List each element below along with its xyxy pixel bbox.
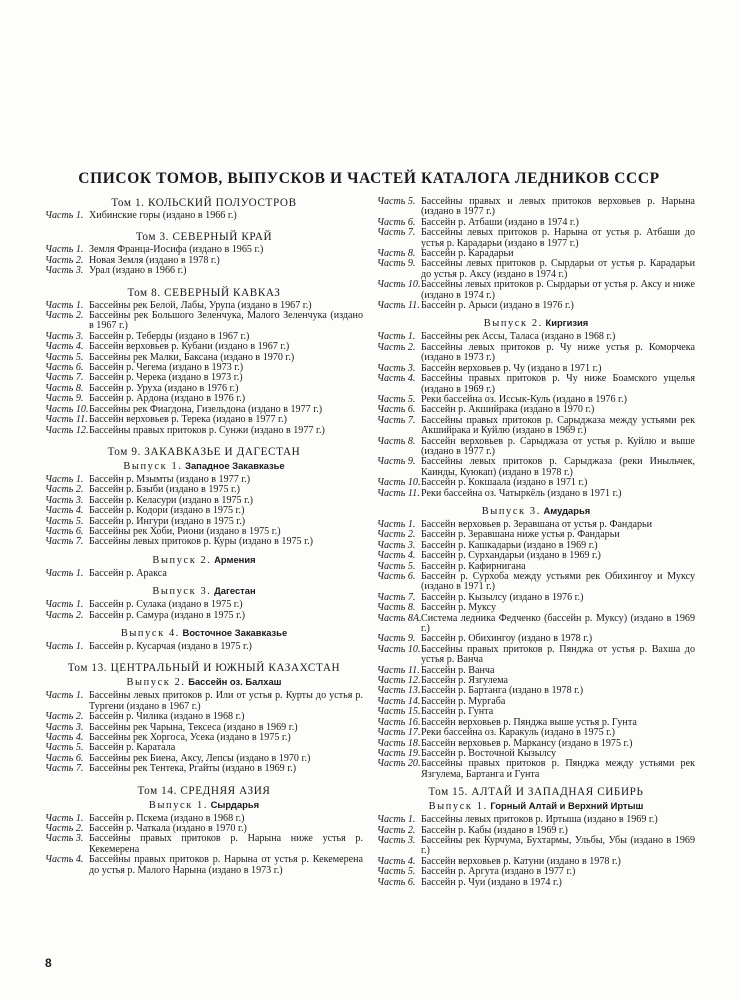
list-item <box>377 343 695 364</box>
part-number: Часть 12. <box>377 675 421 687</box>
part-number: Часть 2. <box>377 824 416 836</box>
part-description: Бассейны рек Чарына, Тексеса (издано в 1969 г.) <box>89 721 298 733</box>
list-item <box>377 645 695 666</box>
part-number: Часть 5. <box>45 742 84 754</box>
part-description: Бассейн р. Кокшаала (издано в 1971 г.) <box>421 477 588 489</box>
part-description: Бассейны правых притоков р. Нарына ниже устья р. Кекемерена <box>89 833 363 855</box>
part-number: Часть 2. <box>45 310 84 322</box>
part-description: Хибинские горы (издано в 1966 г.) <box>89 210 237 221</box>
list-item <box>377 572 695 593</box>
part-description: Бассейн верховьев р. Катуни (издано в 1978 г.) <box>421 855 621 867</box>
part-number: Часть 16. <box>377 716 421 728</box>
issue-label: Выпуск 2. <box>483 318 543 330</box>
part-number: Часть 4. <box>377 855 416 867</box>
part-number: Часть 1. <box>45 473 84 485</box>
list-item <box>45 855 363 876</box>
part-number: Часть 1. <box>377 814 416 826</box>
list-item <box>377 259 695 280</box>
part-number: Часть 8А. <box>377 612 422 624</box>
part-description: Бассейны левых притоков р. Чу ниже устья р. Коморчека (издано в 1973 г.) <box>421 341 695 364</box>
list-item <box>45 691 363 712</box>
part-description: Бассейны рек Ассы, Таласа (издано в 1968 г.) <box>421 331 616 343</box>
issue-name: Дагестан <box>214 585 256 597</box>
list-item <box>45 642 363 652</box>
list-item <box>45 415 363 425</box>
issue-heading <box>377 317 695 330</box>
part-number: Часть 7. <box>377 227 416 239</box>
issue-label: Выпуск 4. <box>120 627 180 639</box>
part-number: Часть 3. <box>45 833 84 845</box>
part-number: Часть 1. <box>45 690 84 702</box>
part-number: Часть 9. <box>377 456 416 468</box>
part-description: Бассейн верховьев р. Маркансу (издано в 1975 г.) <box>421 737 633 749</box>
list-item <box>45 600 363 610</box>
part-number: Часть 6. <box>45 752 84 764</box>
spacer <box>45 775 363 785</box>
part-number: Часть 18. <box>377 737 421 749</box>
list-item <box>377 437 695 458</box>
part-number: Часть 4. <box>45 732 84 743</box>
list-item <box>377 457 695 478</box>
part-number: Часть 11. <box>377 300 420 312</box>
part-description: Система ледника Федченко (бассейн р. Муксу) (издано в 1969 г.) <box>421 612 695 635</box>
part-number: Часть 20. <box>377 758 421 770</box>
issue-label: Выпуск 2. <box>126 677 186 689</box>
part-number: Часть 9. <box>45 393 84 405</box>
list-item <box>377 374 695 395</box>
part-description: Бассейн р. Арыси (издано в 1976 г.) <box>421 300 574 312</box>
volume-heading: Том 1. КОЛЬСКИЙ ПОЛУОСТРОВ <box>111 197 297 209</box>
part-number: Часть 1. <box>45 244 84 256</box>
volume-heading: Том 9. ЗАКАВКАЗЬЕ И ДАГЕСТАН <box>107 445 301 458</box>
part-description: Бассейн верховьев р. Чу (издано в 1971 г.) <box>421 362 602 374</box>
part-number: Часть 1. <box>377 331 416 343</box>
list-item <box>377 614 695 635</box>
part-description: Бассейн р. Черека (издано в 1973 г.) <box>89 372 243 384</box>
part-number: Часть 3. <box>45 494 84 506</box>
part-number: Часть 2. <box>377 529 416 541</box>
list-item <box>377 836 695 857</box>
list-item <box>45 611 363 621</box>
part-description: Бассейн р. Чаткала (издано в 1970 г.) <box>89 823 247 835</box>
part-description: Бассейн р. Сулака (издано в 1975 г.) <box>89 599 243 611</box>
part-description: Бассейны левых притоков р. Сарыджаза (реки Иныльчек, Каинды, Куюкап) (издано в 1978 г.) <box>421 456 695 478</box>
part-number: Часть 14. <box>377 695 421 707</box>
part-description: Бассейны правых и левых притоков верховьев р. Нарына (издано в 1977 г.) <box>421 196 695 218</box>
issue-heading <box>45 627 363 640</box>
part-number: Часть 3. <box>45 721 84 733</box>
part-description: Бассейн р. Кафирнигана <box>421 560 526 572</box>
part-description: Бассейны правых притоков р. Сунжи (издано в 1977 г.) <box>89 424 325 436</box>
part-number: Часть 8. <box>377 435 416 447</box>
part-description: Бассейны рек Хоби, Риони (издано в 1975 г.) <box>89 525 281 537</box>
part-number: Часть 9. <box>377 258 416 270</box>
volume-heading: Том 15. АЛТАЙ И ЗАПАДНАЯ СИБИРЬ <box>428 786 644 799</box>
part-description: Бассейн р. Восточной Кызылсу <box>421 747 556 759</box>
part-description: Реки бассейна оз. Иссык-Куль (издано в 1976 г.) <box>421 393 627 405</box>
part-number: Часть 15. <box>377 706 421 718</box>
part-number: Часть 6. <box>377 404 416 416</box>
spacer <box>45 221 363 231</box>
issue-heading <box>377 800 695 813</box>
part-number: Часть 6. <box>45 525 84 537</box>
part-description: Бассейны рек Белой, Лабы, Урупа (издано в 1967 г.) <box>89 299 312 311</box>
part-number: Часть 1. <box>45 210 84 221</box>
part-description: Земля Франца-Иосифа (издано в 1965 г.) <box>89 244 264 256</box>
part-description: Бассейн р. Акшийрака (издано в 1970 г.) <box>421 404 595 416</box>
part-description: Бассейны правых притоков р. Нарына от устья р. Кекемерена до устья р. Малого Нарына (издано в 1973 г.) <box>89 854 363 876</box>
list-item <box>377 197 695 218</box>
part-description: Бассейн верховьев р. Терека (издано в 1977 г.) <box>89 414 287 426</box>
list-item <box>45 266 363 276</box>
spacer <box>45 652 363 662</box>
list-item <box>377 228 695 249</box>
part-description: Бассейны левых притоков р. Или от устья р. Курты до устья р. Тургени (издано в 1967 г.) <box>89 690 363 712</box>
volume-heading: Том 8. СЕВЕРНЫЙ КАВКАЗ <box>127 286 281 299</box>
part-description: Бассейн р. Мургаба <box>421 695 506 707</box>
part-description: Новая Земля (издано в 1978 г.) <box>89 254 220 266</box>
issue-name: Западное Закавказье <box>185 459 285 471</box>
part-description: Бассейн р. Келасури (издано в 1975 г.) <box>89 494 254 506</box>
issue-name: Горный Алтай и Верхний Иртыш <box>490 800 644 812</box>
list-item <box>45 537 363 547</box>
issue-heading <box>45 554 363 567</box>
list-item <box>377 301 695 311</box>
part-number: Часть 8. <box>377 602 416 614</box>
part-number: Часть 1. <box>45 567 84 579</box>
list-item <box>45 834 363 855</box>
page-number: 8 <box>45 956 52 970</box>
part-description: Бассейн верховьев р. Сарыджаза от устья р. Куйлю и выше (издано в 1977 г.) <box>421 435 695 457</box>
part-number: Часть 11. <box>377 664 420 676</box>
part-number: Часть 8. <box>45 382 84 394</box>
part-number: Часть 9. <box>377 633 416 645</box>
part-description: Бассейн р. Гунта <box>421 706 494 718</box>
issue-label: Выпуск 1. <box>148 799 209 811</box>
part-description: Бассейн р. Язгулема <box>421 675 509 687</box>
part-description: Урал (издано в 1966 г.) <box>89 265 187 277</box>
issue-heading <box>45 676 363 689</box>
part-number: Часть 7. <box>45 536 84 548</box>
part-number: Часть 6. <box>377 216 416 228</box>
part-description: Бассейн р. Кызылсу (издано в 1976 г.) <box>421 591 584 603</box>
part-description: Бассейн р. Муксу <box>421 602 497 614</box>
part-description: Реки бассейна оз. Чатыркёль (издано в 1971 г.) <box>421 487 622 499</box>
part-description: Бассейн р. Теберды (издано в 1967 г.) <box>89 330 250 342</box>
part-number: Часть 1. <box>45 599 84 611</box>
issue-heading <box>377 505 695 518</box>
part-number: Часть 5. <box>45 515 84 527</box>
part-number: Часть 2. <box>45 711 84 723</box>
part-description: Бассейны рек Биена, Аксу, Лепсы (издано в 1970 г.) <box>89 752 311 764</box>
issue-label: Выпуск 1. <box>428 801 488 813</box>
part-number: Часть 1. <box>45 640 84 652</box>
issue-label: Выпуск 2. <box>152 554 212 566</box>
part-number: Часть 5. <box>377 196 416 207</box>
part-number: Часть 6. <box>377 876 416 888</box>
issue-name: Амударья <box>543 504 591 516</box>
part-description: Бассейн р. Кашкадарьи (издано в 1969 г.) <box>421 539 598 551</box>
part-description: Бассейны рек Большого Зеленчука, Малого Зеленчука (издано в 1967 г.) <box>89 310 363 332</box>
part-number: Часть 7. <box>45 763 84 775</box>
part-description: Бассейн р. Уруха (издано в 1976 г.) <box>89 382 239 394</box>
part-description: Бассейны рек Курчума, Бухтармы, Ульбы, Убы (издано в 1969 г.) <box>421 834 695 857</box>
part-description: Бассейны рек Хоргоса, Усека (издано в 1975 г.) <box>89 732 291 743</box>
issue-label: Выпуск 3. <box>152 586 212 598</box>
part-description: Бассейны левых притоков р. Сырдарьи от устья р. Карадарьи до устья р. Аксу (издано в 1974 г.) <box>421 258 695 280</box>
part-description: Бассейн р. Обихингоу (издано в 1978 г.) <box>421 633 593 645</box>
part-number: Часть 4. <box>377 550 416 562</box>
part-description: Бассейн р. Кабы (издано в 1969 г.) <box>421 824 568 836</box>
part-number: Часть 12. <box>45 424 89 436</box>
part-description: Бассейн верховьев р. Зеравшана от устья р. Фандарьи <box>421 518 653 530</box>
part-number: Часть 11. <box>377 487 420 499</box>
part-number: Часть 3. <box>377 362 416 374</box>
part-description: Бассейны правых притоков р. Пянджа от устья р. Вахша до устья р. Ванча <box>421 643 695 666</box>
part-number: Часть 1. <box>377 518 416 530</box>
part-description: Бассейн р. Ингури (издано в 1975 г.) <box>89 515 246 527</box>
part-description: Бассейн р. Аракса <box>89 567 167 579</box>
part-number: Часть 2. <box>45 823 84 835</box>
part-description: Бассейны левых притоков р. Сырдарьи от устья р. Аксу и ниже (издано в 1974 г.) <box>421 279 695 301</box>
part-description: Бассейн р. Кодори (издано в 1975 г.) <box>89 505 245 517</box>
part-description: Бассейн р. Зеравшана ниже устья р. Фандарьи <box>421 529 620 541</box>
part-number: Часть 5. <box>45 351 84 363</box>
part-number: Часть 7. <box>377 591 416 603</box>
volume-heading: Том 3. СЕВЕРНЫЙ КРАЙ <box>135 231 273 244</box>
part-description: Бассейн р. Ванча <box>421 664 495 676</box>
part-number: Часть 10. <box>377 477 421 489</box>
part-number: Часть 1. <box>45 299 84 311</box>
list-item <box>377 478 695 488</box>
part-description: Бассейн верховьев р. Пянджа выше устья р. Гунта <box>421 716 637 728</box>
list-item <box>377 867 695 877</box>
part-number: Часть 11. <box>45 414 88 426</box>
issue-name: Киргизия <box>545 317 589 329</box>
part-number: Часть 13. <box>377 685 421 697</box>
part-description: Бассейны рек Малки, Баксана (издано в 1970 г.) <box>89 351 295 363</box>
part-number: Часть 10. <box>377 643 421 655</box>
part-number: Часть 3. <box>45 265 84 277</box>
part-description: Бассейны левых притоков р. Нарына от устья р. Атбаши до устья р. Карадарьи (издано в 1977 г.) <box>421 227 695 249</box>
part-description: Бассейн р. Сурхоба между устьями рек Обихингоу и Муксу (издано в 1971 г.) <box>421 571 695 593</box>
list-item <box>377 815 695 825</box>
part-number: Часть 7. <box>45 372 84 384</box>
part-description: Бассейн р. Бзыби (издано в 1975 г.) <box>89 484 240 496</box>
part-number: Часть 4. <box>45 505 84 517</box>
part-description: Бассейн р. Мзымты (издано в 1977 г.) <box>89 473 251 485</box>
volume-heading: Том 14. СРЕДНЯЯ АЗИЯ <box>137 784 271 797</box>
part-number: Часть 1. <box>45 812 84 824</box>
part-description: Бассейны левых притоков р. Куры (издано в 1975 г.) <box>89 536 313 548</box>
part-description: Реки бассейна оз. Каракуль (издано в 1975 г.) <box>421 727 616 739</box>
issue-name: Армения <box>214 553 256 565</box>
part-number: Часть 7. <box>377 414 416 426</box>
part-number: Часть 8. <box>377 248 416 260</box>
part-number: Часть 10. <box>45 403 89 415</box>
spacer <box>45 436 363 446</box>
list-item <box>45 506 363 516</box>
part-number: Часть 2. <box>45 609 84 621</box>
part-description: Бассейн р. Каратала <box>89 742 176 754</box>
list-item <box>45 569 363 579</box>
list-item <box>377 416 695 437</box>
issue-name: Восточное Закавказье <box>182 626 288 638</box>
part-description: Бассейн р. Аргута (издано в 1977 г.) <box>421 866 576 878</box>
list-item <box>45 311 363 332</box>
part-number: Часть 4. <box>45 854 84 866</box>
part-number: Часть 2. <box>45 254 84 266</box>
issue-heading <box>45 799 363 812</box>
part-number: Часть 6. <box>45 362 84 374</box>
issue-name: Сырдарья <box>210 798 260 810</box>
part-number: Часть 3. <box>377 834 416 846</box>
issue-name: Бассейн оз. Балхаш <box>188 676 282 688</box>
part-number: Часть 5. <box>377 866 416 878</box>
list-item <box>45 426 363 436</box>
part-number: Часть 4. <box>45 341 84 353</box>
part-description: Бассейн р. Кусарчая (издано в 1975 г.) <box>89 640 252 652</box>
list-item <box>377 489 695 499</box>
part-number: Часть 10. <box>377 279 421 291</box>
part-description: Бассейн верховьев р. Кубани (издано в 1967 г.) <box>89 341 290 353</box>
part-description: Бассейн р. Чуи (издано в 1974 г.) <box>421 876 562 888</box>
issue-heading <box>45 585 363 598</box>
volume-heading: Том 13. ЦЕНТРАЛЬНЫЙ И ЮЖНЫЙ КАЗАХСТАН <box>67 662 341 675</box>
part-description: Бассейны правых притоков р. Чу ниже Боамского ущелья (издано в 1969 г.) <box>421 373 695 395</box>
issue-label: Выпуск 3. <box>481 505 541 517</box>
part-description: Бассейн р. Атбаши (издано в 1974 г.) <box>421 216 579 228</box>
list-item <box>45 764 363 774</box>
part-number: Часть 17. <box>377 727 421 739</box>
list-item <box>45 211 363 221</box>
list-item <box>377 759 695 780</box>
spacer <box>45 277 363 287</box>
list-item <box>377 878 695 888</box>
list-item <box>377 728 695 738</box>
part-number: Часть 2. <box>45 484 84 496</box>
part-description: Бассейн р. Сурхандарьи (издано в 1969 г.) <box>421 550 601 562</box>
page-title: СПИСОК ТОМОВ, ВЫПУСКОВ И ЧАСТЕЙ КАТАЛОГА ЛЕДНИКОВ СССР <box>78 170 660 187</box>
part-number: Часть 4. <box>377 373 416 385</box>
part-number: Часть 3. <box>45 330 84 342</box>
part-number: Часть 2. <box>377 341 416 353</box>
part-description: Бассейны левых притоков р. Иртыша (издано в 1969 г.) <box>421 814 658 826</box>
part-description: Бассейн р. Пскема (издано в 1968 г.) <box>89 812 245 824</box>
left-column <box>45 197 363 876</box>
part-number: Часть 5. <box>377 393 416 405</box>
issue-label: Выпуск 1. <box>123 460 183 472</box>
part-number: Часть 5. <box>377 560 416 572</box>
part-description: Бассейн р. Ардона (издано в 1976 г.) <box>89 393 246 405</box>
part-description: Бассейны рек Фиагдона, Гизельдона (издано в 1977 г.) <box>89 403 323 415</box>
part-description: Бассейн р. Бартанга (издано в 1978 г.) <box>421 685 584 697</box>
issue-heading <box>45 460 363 473</box>
list-item <box>377 280 695 301</box>
part-description: Бассейн р. Самура (издано в 1975 г.) <box>89 609 245 621</box>
part-number: Часть 3. <box>377 539 416 551</box>
part-number: Часть 19. <box>377 747 421 759</box>
part-description: Бассейны рек Тентека, Ргайты (издано в 1969 г.) <box>89 763 297 775</box>
right-column <box>377 197 695 888</box>
part-description: Бассейн р. Карадарьи <box>421 248 514 260</box>
part-description: Бассейн р. Чегема (издано в 1973 г.) <box>89 362 244 374</box>
part-description: Бассейны правых притоков р. Сарыджаза между устьями рек Акшийрака и Куйлю (издано в 1969 г.) <box>421 414 695 437</box>
part-number: Часть 6. <box>377 571 416 582</box>
part-description: Бассейны правых притоков р. Пянджа между устьями рек Язгулема, Бартанга и Гунта <box>421 758 695 780</box>
part-description: Бассейн р. Чилика (издано в 1968 г.) <box>89 711 245 723</box>
